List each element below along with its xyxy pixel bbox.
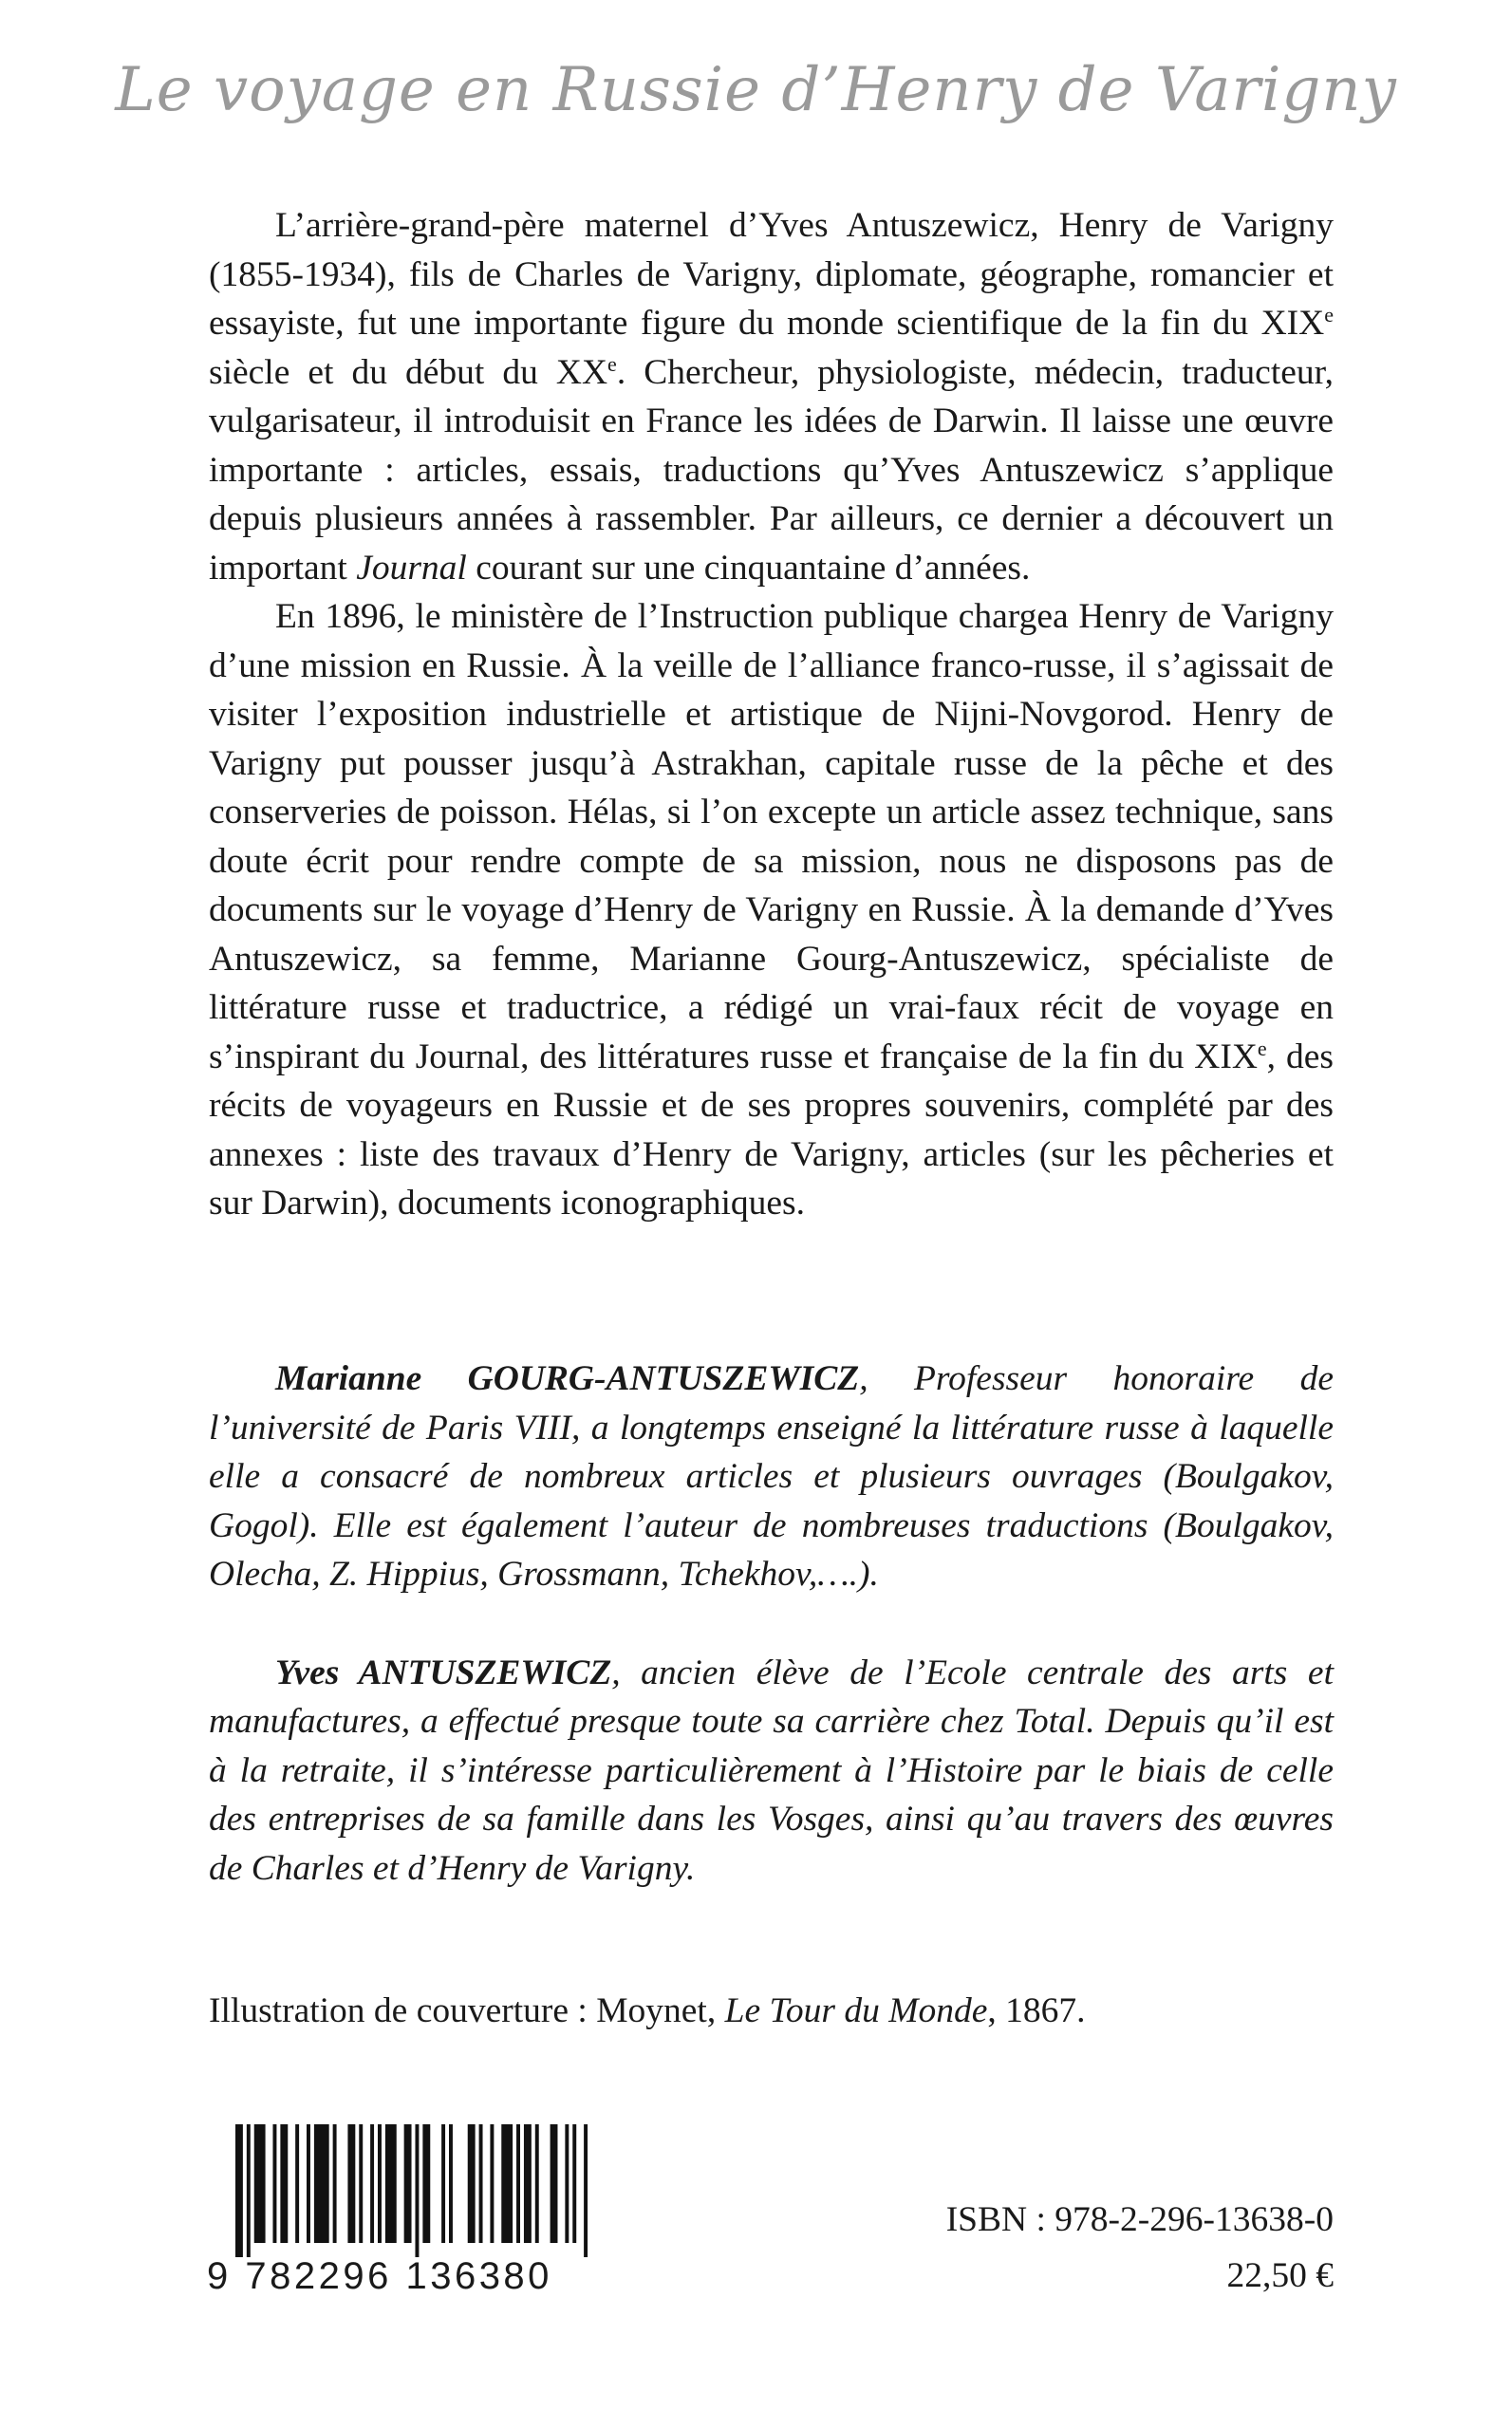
barcode-bar <box>385 2124 397 2243</box>
p2-part-2: , des récits de voyageurs en Russie et de ses propres souvenirs, complété par des annexes : liste des travaux d’Henry de Varigny, articles (sur les pêcheries et sur Darwin), documents iconographiques. <box>209 1037 1334 1223</box>
barcode-bar <box>280 2124 288 2243</box>
author-bios <box>209 1354 1334 1893</box>
barcode-bar <box>415 2124 419 2257</box>
p2-superscript-1: e <box>1257 1036 1267 1060</box>
barcode-bar <box>307 2124 310 2243</box>
barcode-bars <box>235 2124 591 2257</box>
barcode-bar <box>314 2124 329 2243</box>
barcode-bar <box>254 2124 266 2243</box>
p1-italic-journal: Journal <box>356 548 467 588</box>
summary-paragraph-2 <box>209 592 1334 1228</box>
credit-suffix: , 1867. <box>987 1991 1086 2030</box>
barcode-bar <box>565 2124 569 2243</box>
bio-marianne-name: Marianne GOURG-ANTUSZEWICZ <box>275 1359 860 1398</box>
barcode-bar <box>370 2124 374 2243</box>
barcode-bar <box>516 2124 520 2243</box>
bio-marianne <box>209 1354 1334 1599</box>
barcode-bar <box>551 2124 558 2243</box>
barcode-bar <box>535 2124 539 2243</box>
p1-superscript-2: e <box>607 351 617 376</box>
barcode-bar <box>441 2124 445 2243</box>
barcode-bar <box>501 2124 513 2243</box>
credit-work: Le Tour du Monde <box>724 1991 988 2030</box>
barcode-bar <box>524 2124 532 2243</box>
isbn: ISBN : 978-2-296-13638-0 <box>945 2200 1334 2239</box>
p1-part-3: . Chercheur, physiologiste, médecin, traducteur, vulgarisateur, il introduisit en France les idées de Darwin. Il laisse une œuvre importante : articles, essais, traductions qu’Yves Antuszewicz s’applique depuis plusieurs années à rassembler. Par ailleurs, ce dernier a découvert un important <box>209 352 1334 588</box>
barcode-bar <box>272 2124 276 2243</box>
summary-text <box>209 201 1334 1228</box>
p2-part-1: En 1896, le ministère de l’Instruction publique chargea Henry de Varigny d’une mission en Russie. À la veille de l’alliance franco-russe, il s’agissait de visiter l’exposition industrielle et artistique de Nijni-Novgorod. Henry de Varigny put pousser jusqu’à Astrakhan, capitale russe de la pêche et des conserveries de poisson. Hélas, si l’on excepte un article assez technique, sans doute écrit pour rendre compte de sa mission, nous ne disposons pas de documents sur le voyage d’Henry de Varigny en Russie. À la demande d’Yves Antuszewicz, sa femme, Marianne Gourg-Antuszewicz, spécialiste de littérature russe et traductrice, a rédigé un vrai-faux récit de voyage en s’inspirant du Journal, des littératures russe et française de la fin du XIX <box>209 597 1334 1076</box>
bio-yves-text: , ancien élève de l’Ecole centrale des arts et manufactures, a effectué presque toute sa carrière chez Total. Depuis qu’il est à la retraite, il s’intéresse particulièrement à l’Histoire par le biais de celle des entreprises de sa famille dans les Vosges, ainsi qu’au travers des œuvres de Charles et d’Henry de Varigny. <box>209 1653 1334 1888</box>
barcode-bar <box>584 2124 588 2257</box>
barcode-bar <box>449 2124 453 2243</box>
barcode-bar <box>422 2124 430 2243</box>
price: 22,50 € <box>1226 2256 1334 2295</box>
bio-yves <box>209 1649 1334 1894</box>
bio-marianne-text: , Professeur honoraire de l’université de Paris VIII, a longtemps enseigné la littérature russe à laquelle elle a consacré de nombreux articles et plusieurs ouvrages (Boulgakov, Gogol). Elle est également l’auteur de nombreuses traductions (Boulgakov, Olecha, Z. Hippius, Grossmann, Tchekhov,….). <box>209 1359 1335 1594</box>
barcode-bar <box>235 2124 243 2257</box>
barcode-bar <box>295 2124 299 2243</box>
barcode-bar <box>333 2124 337 2243</box>
bio-yves-name: Yves ANTUSZEWICZ <box>275 1653 612 1692</box>
barcode-bar <box>404 2124 412 2243</box>
summary-paragraph-1 <box>209 201 1334 592</box>
barcode-bar <box>347 2124 355 2243</box>
p1-superscript-1: e <box>1324 303 1334 327</box>
barcode-bar <box>247 2124 251 2257</box>
credit-prefix: Illustration de couverture : Moynet, <box>209 1991 725 2030</box>
illustration-credit <box>209 1987 1334 2036</box>
cover-title: Le voyage en Russie d’Henry de Varigny <box>115 55 1397 125</box>
barcode-bar <box>378 2124 382 2243</box>
barcode-bar <box>490 2124 494 2243</box>
barcode-bar <box>359 2124 363 2243</box>
barcode-bar <box>572 2124 576 2243</box>
barcode-bar <box>479 2124 483 2243</box>
p1-part-1: L’arrière-grand-père maternel d’Yves Antuszewicz, Henry de Varigny (1855-1934), fils de Charles de Varigny, diplomate, géographe, romancier et essayiste, fut une importante figure du monde scientifique de la fin du XIX <box>209 206 1334 343</box>
p1-part-4: courant sur une cinquantaine d’années. <box>466 548 1031 588</box>
barcode-digits: 9 782296 136380 <box>207 2255 552 2297</box>
p1-part-2: siècle et du début du XX <box>209 352 608 392</box>
barcode-bar <box>468 2124 476 2243</box>
barcode <box>207 2124 591 2305</box>
